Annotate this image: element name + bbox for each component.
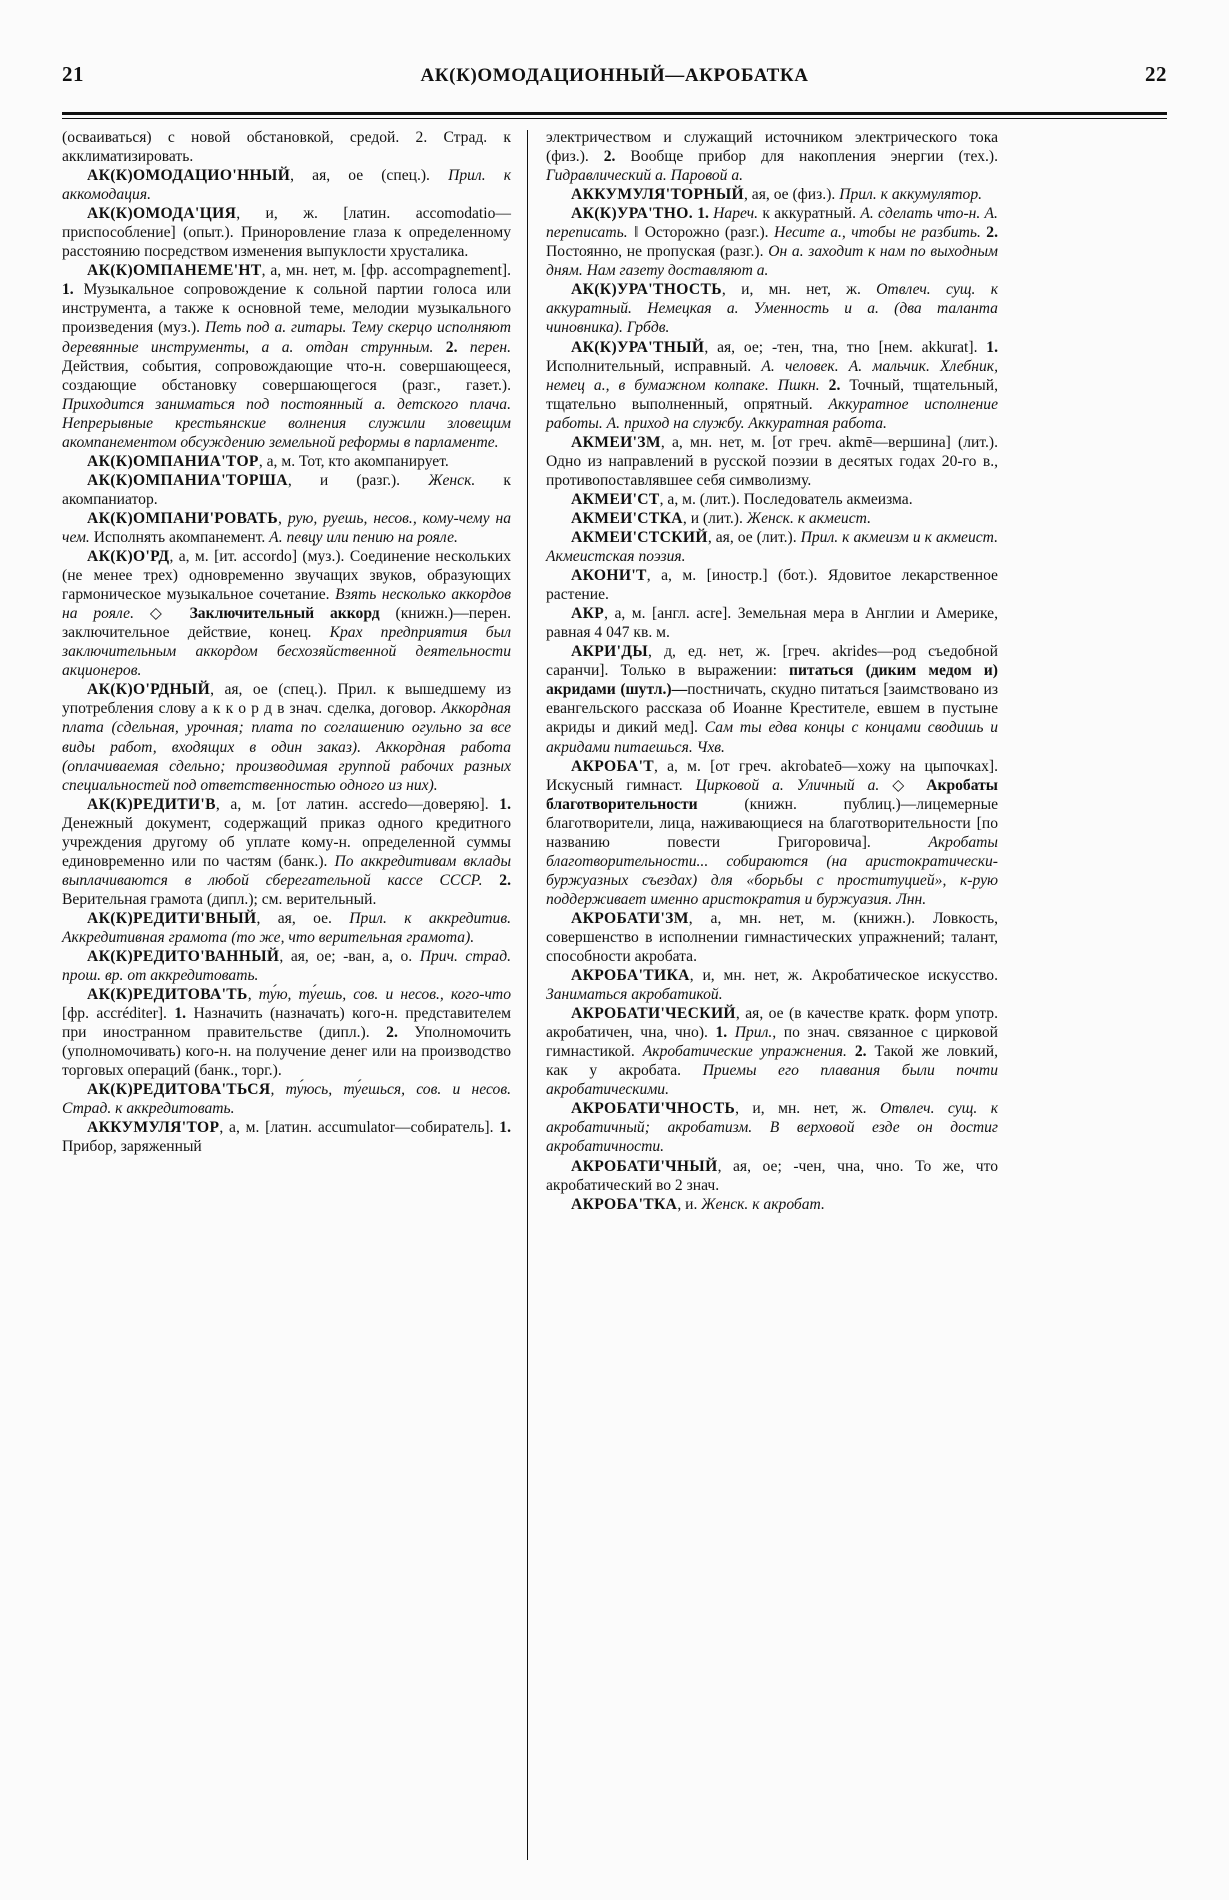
grammar: , а, м. <box>654 757 701 775</box>
phrase-label: (книжн.)—перен. <box>395 605 512 623</box>
usage-label: Женск. <box>701 1195 749 1213</box>
phrase-examples: Сам ты едва концы с концами сводишь и акридами питаешься. Чхв. <box>546 719 999 756</box>
definition-body: Прил. к вышедшему из употребления слову а к к о р д в знач. сделка, договор. <box>62 681 511 718</box>
headword: АКР <box>571 605 605 623</box>
sense-definition: Вообще прибор для накопления энергии (тех.). <box>630 148 998 166</box>
headword: АКРОБАТИ'ЗМ <box>571 909 689 927</box>
headword: АК(К)РЕДИТИ'В <box>87 795 216 813</box>
entry-akmeist <box>546 490 998 509</box>
headword: АК(К)РЕДИТОВА'ТЬ <box>87 986 248 1004</box>
headword: АК(К)УРА'ТНОСТЬ <box>571 281 722 299</box>
examples: А. певцу или пению на рояле. <box>269 528 458 546</box>
phrase-label: (книжн. публиц.)— <box>744 795 917 813</box>
sense-definition: Назначить (назначать) кого-н. представителем при иностранном правительстве (дипл.). <box>62 1005 511 1042</box>
sense-definition: Действия, события, сопровождающие что-н. совершающееся, создающие обстановку совершающегося (разг., газет.). <box>62 357 511 394</box>
phrase-term: питаться (диким медом и) акридами <box>546 662 998 699</box>
sense-number: 1. <box>62 281 74 299</box>
sense-definition: Постоянно, не пропуская (разг.). <box>546 243 764 261</box>
entry-akkreditivnyy <box>62 909 511 947</box>
headword: АК(К)ОМОДАЦИО'ННЫЙ <box>87 167 291 185</box>
grammar: , а, м. <box>646 567 697 585</box>
etymology: [фр. accréditer]. <box>62 1005 167 1023</box>
entry-akrobat <box>546 757 998 909</box>
double-bar-icon: ‖ <box>634 224 639 242</box>
examples: Немецкая а. Уменность и а. (два таланта чиновника). Грбдв. <box>546 300 998 337</box>
diamond-icon: ◇ <box>149 605 174 623</box>
usage-label: Женск. <box>746 509 794 527</box>
phrase-examples: Крах предприятия был заключительным аккордом бесхозяйственной деятельности акционеров. <box>62 624 511 680</box>
definition-body: Прил. к акмеизм и к акмеист. <box>800 528 999 546</box>
sense-number: 1. <box>499 795 511 813</box>
headword: АКМЕИ'СТ <box>571 490 660 508</box>
headword: АК(К)РЕДИТО'ВАННЫЙ <box>87 948 280 966</box>
sense-definition: к аккуратный. <box>762 205 857 223</box>
definition-body: Прил. к аккредитив. <box>349 909 511 927</box>
usage-label: (лит.). <box>958 433 998 451</box>
headword: АКМЕИ'ЗМ <box>571 433 661 451</box>
column-left <box>62 128 525 1862</box>
headword: АКМЕИ'СТСКИЙ <box>571 528 708 546</box>
grammar: , ту́ю, ту́ешь, сов. и несов., кого-что <box>247 986 511 1004</box>
examples: В верховой езде он достиг акробатичности. <box>546 1119 999 1156</box>
grammar: , ту́юсь, ту́ешься, сов. и несов. <box>270 1081 511 1099</box>
headword: АКРОБА'Т <box>571 757 655 775</box>
grammar: , ая, ое (спец.). <box>210 681 327 699</box>
folio-right: 22 <box>1145 62 1167 86</box>
examples: Акмеистская поэзия. <box>546 548 686 566</box>
grammar: , и (лит.). <box>682 509 743 527</box>
usage-label: (муз.). <box>302 548 345 566</box>
entry-akrobatichnost <box>546 1099 998 1156</box>
usage-label: (опыт.). <box>183 224 234 242</box>
examples: Цирковой а. Уличный а. <box>695 776 880 794</box>
definition-body: к акмеист. <box>797 509 871 527</box>
headword: АККУМУЛЯ'ТОРНЫЙ <box>571 186 744 204</box>
entry-akrobatika <box>546 966 998 1004</box>
entry-akkomodatsionnyy <box>62 166 511 204</box>
definition-body: к акомпаниатор. <box>62 471 511 508</box>
entry-akkompaniatorsha <box>62 471 511 509</box>
etymology: [латин. accumulator—собиратель]. <box>265 1119 494 1137</box>
definition-body: Ядовитое лекарственное растение. <box>546 567 998 604</box>
folio-left: 21 <box>62 62 84 86</box>
headword: АК(К)О'РД <box>87 548 170 566</box>
definition-body: То же, что акробатический во 2 знач. <box>546 1157 998 1194</box>
headword: АКРИ'ДЫ <box>571 643 649 661</box>
phrase-label: (шутл.)— <box>620 681 688 699</box>
definition-body: Приноровление глаза к определенному расстоянию посредством изменения выпуклости хрусталика. <box>62 224 511 261</box>
headword: АК(К)УРА'ТНЫЙ <box>571 338 705 356</box>
grammar: , и, мн. нет, ж. <box>689 967 803 985</box>
sense-number: 2. <box>386 1024 398 1042</box>
grammar: , ая, ое (в качестве кратк. форм употр. акробатичен, чна, чно). <box>546 1005 998 1042</box>
headword: АК(К)РЕДИТОВА'ТЬСЯ <box>87 1081 271 1099</box>
definition-body: Прил. к аккумулятор. <box>839 186 983 204</box>
phrase-definition: заключительное действие, конец. <box>62 624 312 642</box>
grammar: , и, мн. нет, ж. <box>735 1100 867 1118</box>
examples: Взять несколько аккордов на рояле. <box>62 586 511 623</box>
definition-body: Акробатическое искусство. <box>811 967 998 985</box>
grammar: , и, мн. нет, ж. <box>721 281 861 299</box>
sense-definition: по знач. связанное с цирковой гимнастикой. <box>546 1024 998 1061</box>
etymology: [латин. accomodatio—приспособление] <box>62 205 511 242</box>
headword: АК(К)ОМПАНИА'ТОР <box>87 452 259 470</box>
grammar: , а, м. (лит.). <box>659 490 740 508</box>
sense-examples: Акробатические упражнения. <box>642 1043 847 1061</box>
definition-body: Соединение нескольких (не менее трех) одновременно звучащих звуков, образующих гармоническое музыкальное сочетание. <box>62 548 511 604</box>
sense-definition: электричеством и служащий источником электрического тока (физ.). <box>546 129 998 166</box>
entry-akkord <box>62 547 511 680</box>
examples: Заниматься акробатикой. <box>546 986 723 1004</box>
grammar: , а, м. <box>258 452 296 470</box>
usage-label: Женск. <box>428 471 476 489</box>
grammar: , ая, ое; -тен, тна, тно <box>704 338 870 356</box>
definition-body: Отвлеч. сущ. к аккуратный. <box>546 281 999 318</box>
text-columns <box>62 128 1171 1862</box>
etymology: [фр. accompagnement]. <box>361 262 511 280</box>
header-rule <box>62 112 1167 119</box>
grammar: , а, мн. нет, м. <box>261 262 357 280</box>
definition-body: Последователь акмеизма. <box>743 490 913 508</box>
entry-akkreditovat <box>62 985 511 1080</box>
examples: Аккордная плата (сдельная, урочная; плата по соглашению огульно за все виды работ, входящих в один заказ). Аккордная работа (оплачиваемая сдельно; производимая группой рабочих разных специальностей под ответственностью одного из них). <box>62 700 511 794</box>
phrase-definition: лицемерные благотворители, лица, наживающиеся на благотворительности [по названию повести Григоровича]. <box>546 795 998 851</box>
headword: АК(К)ОМПАНИ'РОВАТЬ <box>87 509 278 527</box>
entry-akrobatizm <box>546 909 998 966</box>
headword: АК(К)ОМОДА'ЦИЯ <box>87 205 237 223</box>
headword: АК(К)УРА'ТНО. <box>571 205 693 223</box>
entry-akrobatichnyy <box>546 1157 998 1195</box>
grammar: , и (разг.). <box>287 471 401 489</box>
sense-definition: Исполнительный, исправный. <box>546 357 752 375</box>
entry-akkompanirovat <box>62 509 511 547</box>
definition-body: Прил. к аккомодация. <box>62 167 511 204</box>
diamond-icon: ◇ <box>892 776 914 794</box>
definition-body: Исполнять акомпанемент. <box>93 528 266 546</box>
sense-number: 1. <box>697 205 709 223</box>
etymology: [греч. akrides—род съедобной саранчи]. <box>546 643 998 680</box>
column-divider <box>527 130 528 1860</box>
sense-label: перен. <box>469 338 511 356</box>
definition-body: Прич. страд. прош. вр. от аккредитовать. <box>62 948 511 985</box>
sense-examples: Петь под а. гитары. Тему скерцо исполняют деревянные инструменты, а а. отдан струнным. <box>62 319 511 356</box>
entry-text: (осваиваться) с новой обстановкой, средой. 2. Страд. к акклиматизировать. <box>62 129 511 166</box>
headword: АК(К)О'РДНЫЙ <box>87 681 211 699</box>
grammar: , а, м. <box>219 1119 260 1137</box>
definition-body: Ловкость, совершенство в исполнении гимнастических упражнений; талант, способности акробата. <box>546 909 998 966</box>
sense-definition: Музыкальное сопровождение к сольной партии голоса или инструмента, а также к основной теме, мелодии музыкального произведения (муз.). <box>62 281 512 337</box>
headword: АКОНИ'Т <box>571 567 647 585</box>
entry-akmeizm <box>546 433 998 490</box>
entry-akkomodatsiya <box>62 204 511 261</box>
phrase-term: Акробаты благотворительности <box>546 776 998 813</box>
etymology: [нем. akkurat]. <box>878 338 978 356</box>
sense-number: 2. <box>603 148 616 166</box>
entry-akonit <box>546 566 998 604</box>
grammar: , д, ед. нет, ж. <box>648 643 771 661</box>
entry-akkumulyatornyy <box>546 185 998 204</box>
usage-label: (бот.). <box>778 567 818 585</box>
definition-body: Только в выражении: <box>620 662 777 680</box>
definition-body: Искусный гимнаст. <box>546 776 683 794</box>
entry-akkreditiv <box>62 795 511 909</box>
sense-definition: Верительная грамота (дипл.); см. верительный. <box>62 890 377 908</box>
sense-number: 2. <box>854 1043 867 1061</box>
column-right <box>544 128 998 1862</box>
grammar: , ая, ое. <box>256 909 332 927</box>
entry-akkompaniator <box>62 452 511 471</box>
etymology: [англ. acre]. <box>652 605 732 623</box>
running-head: АК(К)ОМОДАЦИОННЫЙ—АКРОБАТКА <box>420 65 809 86</box>
definition-body: Тот, кто акомпанирует. <box>299 452 449 470</box>
entry-continuation <box>62 128 511 166</box>
etymology: [ит. accordo] <box>214 548 298 566</box>
sense-number: 1. <box>174 1005 187 1023</box>
entry-akkumulyator <box>62 1118 511 1156</box>
sense-definition: Прибор, заряженный <box>62 1138 202 1156</box>
entry-akkompanement <box>62 261 511 451</box>
entry-akridy <box>546 642 998 756</box>
sense-definition: Точный, тщательный, тщательно выполненный, опрятный. <box>546 376 999 413</box>
phrase-definition: постничать, скудно питаться [заимствовано из евангельского рассказа об Иоанне Крестителе, евшем в пустыне акриды и дикий мед]. <box>546 681 998 737</box>
sense-number: 1. <box>499 1119 511 1137</box>
sense-number: 1. <box>986 338 998 356</box>
sense-examples: Приходится заниматься под постоянный а. детского плача. Непрерывные крестьянские волнения служили зловещим акомпанементом обсуждению земельной реформы в парламенте. <box>62 395 511 451</box>
sub-definition: Осторожно (разг.). <box>644 224 769 242</box>
sense-examples: Он а. заходит к нам по выходным дням. Нам газету доставляют а. <box>546 243 998 280</box>
grammar: , и. <box>677 1195 698 1213</box>
definition-body: Земельная мера в Англии и Америке, равная 4 047 кв. м. <box>546 605 998 642</box>
entry-akkreditovatsya <box>62 1080 511 1118</box>
sense-number: 1. <box>715 1024 728 1042</box>
grammar: , а, мн. нет, м. <box>660 433 766 451</box>
definition-body: Страд. к аккредитовать. <box>62 1100 235 1118</box>
headword: АКРОБАТИ'ЧНОСТЬ <box>571 1100 736 1118</box>
entry-continuation <box>546 128 998 185</box>
sub-examples: Несите а., чтобы не разбить. <box>773 224 981 242</box>
sense-examples: А. сделать что-н. А. переписать. <box>546 205 998 242</box>
examples: Аккредитивная грамота (то же, что верительная грамота). <box>62 928 475 946</box>
entry-akkuratnost <box>546 280 998 337</box>
entry-akkuratnyy <box>546 338 998 433</box>
grammar: , и, ж. <box>236 205 318 223</box>
grammar: , а, м. <box>215 795 266 813</box>
sense-number: 2. <box>986 224 998 242</box>
headword: АККУМУЛЯ'ТОР <box>87 1119 220 1137</box>
grammar: , ая, ое; -ван, а, о. <box>279 948 413 966</box>
sense-label: Нареч. <box>713 205 759 223</box>
grammar: , а, мн. нет, м. (книжн.). <box>688 909 916 927</box>
headword: АКРОБА'ТКА <box>571 1195 678 1213</box>
headword: АКРОБАТИ'ЧЕСКИЙ <box>571 1005 736 1023</box>
sense-number: 2. <box>499 871 511 889</box>
definition-body: Отвлеч. сущ. к акробатичный; акробатизм. <box>546 1100 999 1137</box>
sense-examples: А. человек. А. мальчик. Хлебник, немец а., в бумажном колпаке. Пшкн. <box>546 357 999 394</box>
sense-definition: Уполномочить (уполномочивать) кого-н. на получение денег или на производство торговых операций (банк., торг.). <box>62 1024 511 1080</box>
grammar: , ая, ое; -чен, чна, чно. <box>717 1157 904 1175</box>
sense-definition: Денежный документ, содержащий приказ одного кредитного учреждения другому об уплате кому-н. определенной суммы единовременно или по частям (банк.). <box>62 814 511 870</box>
etymology: [от латин. accredo—доверяю]. <box>276 795 489 813</box>
definition-body: Одно из направлений в русской поэзии в десятых годах 20-го в., противопоставлявшее себя символизму. <box>546 452 998 489</box>
phrase-term: Заключительный аккорд <box>189 605 380 623</box>
sense-definition: Такой же ловкий, как у акробата. <box>546 1043 998 1080</box>
headword: АК(К)ОМПАНИА'ТОРША <box>87 471 288 489</box>
sense-examples: Гидравлический а. Паровой а. <box>546 167 744 185</box>
headword: АКРОБА'ТИКА <box>571 967 690 985</box>
definition-body: к акробат. <box>752 1195 825 1213</box>
sense-examples: По аккредитивам вклады выплачиваются в любой сберегательной кассе СССР. <box>62 852 512 889</box>
entry-akkordnyy <box>62 680 511 794</box>
etymology: [от греч. akmē—вершина] <box>772 433 951 451</box>
entry-akrobaticheskiy <box>546 1004 998 1099</box>
entry-akr <box>546 604 998 642</box>
sense-examples: Приемы его плавания были почти акробатическими. <box>546 1062 998 1099</box>
sense-examples: Аккуратное исполнение работы. А. приход на службу. Аккуратная работа. <box>546 395 999 432</box>
entry-akrobatka <box>546 1195 998 1214</box>
entry-akkreditovannyy <box>62 947 511 985</box>
grammar: , ая, ое (лит.). <box>707 528 797 546</box>
etymology: [от греч. akrobateō—хожу на цыпочках]. <box>710 757 998 775</box>
headword: АКРОБАТИ'ЧНЫЙ <box>571 1157 718 1175</box>
entry-akmeistskiy <box>546 528 998 566</box>
entry-akmeistka <box>546 509 998 528</box>
phrase-examples: Акробаты благотворительности... собираются (на аристократически-буржуазных съездах) для «борьбы с проституцией», к-рую поддерживает именно аристократия и буржуазия. Лнн. <box>546 833 998 908</box>
grammar: , ая, ое (физ.). <box>744 186 836 204</box>
headword: АКМЕИ'СТКА <box>571 509 683 527</box>
grammar: , рую, руешь, несов., кому-чему на чем. <box>62 509 511 546</box>
headword: АК(К)ОМПАНЕМЕ'НТ <box>87 262 262 280</box>
grammar: , а, м. <box>604 605 646 623</box>
grammar: , ая, ое (спец.). <box>290 167 430 185</box>
etymology: [иностр.] <box>706 567 768 585</box>
page-header <box>62 62 1167 102</box>
headword: АК(К)РЕДИТИ'ВНЫЙ <box>87 909 257 927</box>
sense-label: Прил., <box>734 1024 777 1042</box>
entry-akkuratno <box>546 204 998 280</box>
grammar: , а, м. <box>169 548 209 566</box>
sense-number: 2. <box>445 338 458 356</box>
sense-number: 2. <box>828 376 841 394</box>
